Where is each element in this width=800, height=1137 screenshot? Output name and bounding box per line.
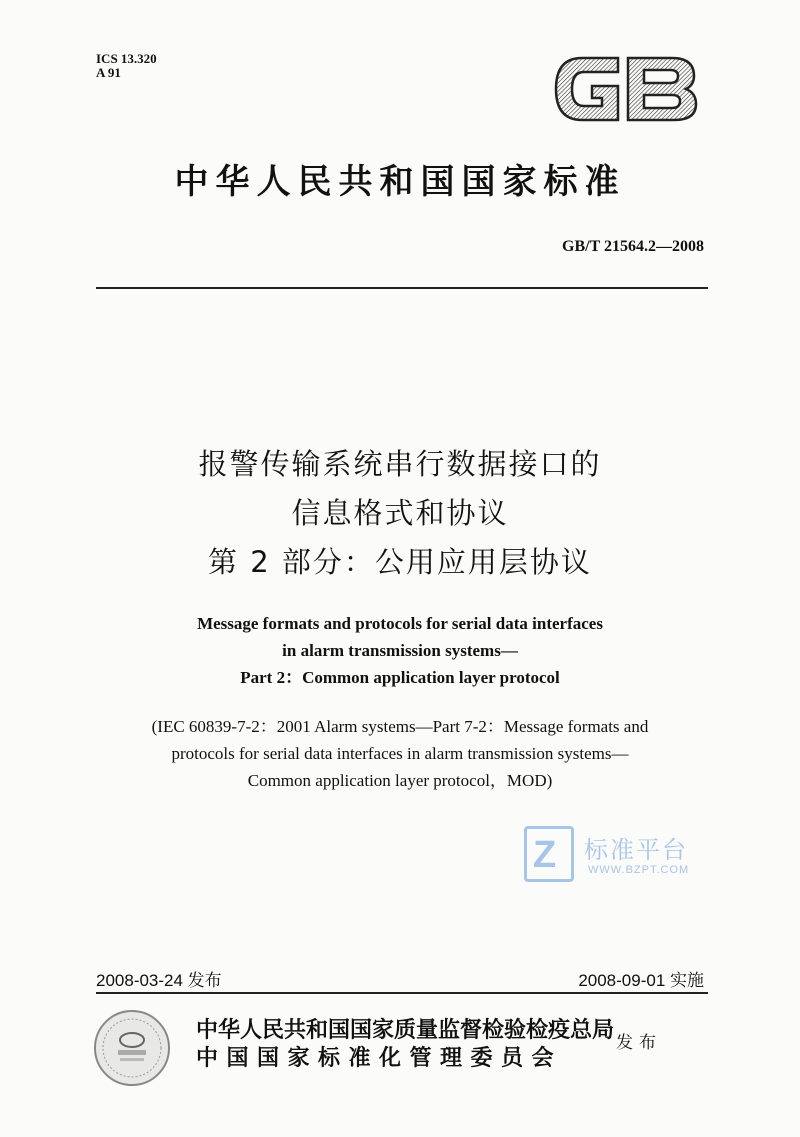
publish-date: 2008-03-24 发布 xyxy=(96,971,222,990)
gb-logo xyxy=(548,50,702,128)
standard-number: GB/T 21564.2—2008 xyxy=(562,238,704,255)
national-standard-title: 中华人民共和国国家标准 xyxy=(174,162,626,202)
chinese-title-line: 报警传输系统串行数据接口的 xyxy=(198,447,602,481)
ccs-code: A 91 xyxy=(96,65,121,80)
watermark-url: WWW.BZPT.COM xyxy=(588,864,690,876)
chinese-title-line: 信息格式和协议 xyxy=(291,496,509,530)
classification-codes xyxy=(96,52,157,80)
bottom-divider xyxy=(96,992,708,994)
watermark-name: 标准平台 xyxy=(584,836,688,864)
english-title-line: Message formats and protocols for serial data interfaces xyxy=(197,614,603,633)
english-title-line: Part 2：Common application layer protocol xyxy=(240,668,560,687)
issue-label: 发布 xyxy=(616,1033,662,1053)
chinese-title xyxy=(0,440,800,587)
chinese-title-line: 第 2 部分：公用应用层协议 xyxy=(208,545,592,579)
issuer-sac: 中国国家标准化管理委员会 xyxy=(196,1045,563,1071)
effective-date: 2008-09-01 实施 xyxy=(578,971,704,990)
ics-code: ICS 13.320 xyxy=(96,51,157,66)
iec-reference-line: Common application layer protocol，MOD) xyxy=(247,771,553,790)
iec-reference xyxy=(0,713,800,794)
issuing-authorities xyxy=(196,1016,614,1072)
english-title xyxy=(0,610,800,691)
official-seal-icon xyxy=(92,1008,172,1088)
iec-reference-line: (IEC 60839-7-2：2001 Alarm systems—Part 7-2：Message formats and xyxy=(151,717,649,736)
watermark xyxy=(524,826,724,888)
iec-reference-line: protocols for serial data interfaces in alarm transmission systems— xyxy=(171,744,629,763)
top-divider xyxy=(96,287,708,289)
issuer-aqsiq: 中华人民共和国国家质量监督检验检疫总局 xyxy=(196,1017,615,1043)
english-title-line: in alarm transmission systems— xyxy=(282,641,518,660)
watermark-logo-icon: Z xyxy=(524,826,574,882)
